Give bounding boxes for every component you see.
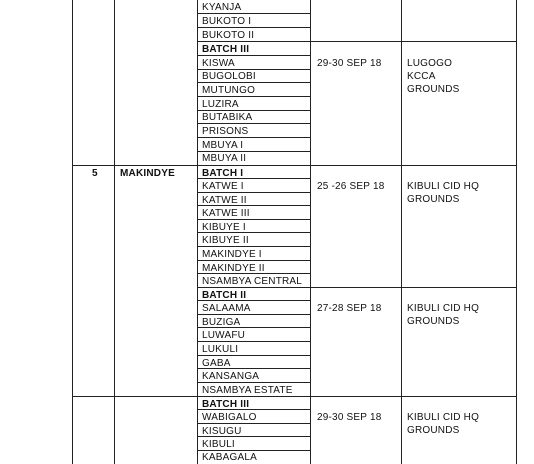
place-cell: BUKOTO I: [202, 16, 252, 27]
place-cell: KIBUYE II: [202, 235, 249, 246]
division-divider: [72, 165, 516, 166]
venue-cell: KIBULI CID HQ GROUNDS: [407, 412, 480, 436]
place-cell: NSAMBYA CENTRAL: [202, 276, 303, 287]
batch-label: BATCH III: [202, 44, 250, 55]
place-cell: KISUGU: [202, 426, 242, 437]
date-cell: 25 -26 SEP 18: [317, 181, 385, 192]
place-cell: KABAGALA: [202, 452, 257, 463]
place-cell: MUTUNGO: [202, 85, 256, 96]
place-cell: MAKINDYE II: [202, 263, 265, 274]
place-cell: MBUYA II: [202, 153, 247, 164]
place-cell: MAKINDYE I: [202, 249, 262, 260]
place-cell: KANSANGA: [202, 371, 260, 382]
place-cell: LUWAFU: [202, 330, 246, 341]
date-cell: 29-30 SEP 18: [317, 58, 382, 69]
place-cell: KATWE II: [202, 195, 247, 206]
division-name: MAKINDYE: [120, 168, 175, 179]
venue-cell: KIBULI CID HQ GROUNDS: [407, 303, 480, 327]
place-cell: BUKOTO II: [202, 30, 255, 41]
place-cell: KATWE I: [202, 181, 244, 192]
date-cell: 27-28 SEP 18: [317, 303, 382, 314]
place-cell: SALAAMA: [202, 303, 251, 314]
place-cell: KATWE III: [202, 208, 250, 219]
place-cell: WABIGALO: [202, 412, 257, 423]
col-divider-place: [310, 0, 311, 464]
col-divider-number: [114, 0, 115, 464]
place-cell: LUZIRA: [202, 99, 239, 110]
division-number: 5: [92, 168, 98, 179]
place-cell: GABA: [202, 358, 231, 369]
place-cell: BUTABIKA: [202, 112, 253, 123]
block-divider: [72, 396, 516, 397]
place-cell: LUKULI: [202, 344, 239, 355]
place-cell: NSAMBYA ESTATE: [202, 385, 293, 396]
date-cell: 29-30 SEP 18: [317, 412, 382, 423]
venue-cell: LUGOGO KCCA GROUNDS: [407, 58, 460, 95]
place-cell: KISWA: [202, 58, 235, 69]
batch-label: BATCH II: [202, 290, 247, 301]
place-cell: KIBULI: [202, 439, 235, 450]
batch-label: BATCH III: [202, 399, 250, 410]
col-divider-date: [401, 0, 402, 464]
table-left-border: [72, 0, 73, 464]
place-cell: BUGOLOBI: [202, 71, 256, 82]
place-cell: BUZIGA: [202, 317, 241, 328]
venue-cell: KIBULI CID HQ GROUNDS: [407, 181, 480, 205]
place-cell: MBUYA I: [202, 140, 244, 151]
table-right-border: [516, 0, 517, 464]
batch-label: BATCH I: [202, 168, 244, 179]
place-cell: KIBUYE I: [202, 222, 246, 233]
place-cell: KYANJA: [202, 2, 242, 13]
place-cell: PRISONS: [202, 126, 249, 137]
